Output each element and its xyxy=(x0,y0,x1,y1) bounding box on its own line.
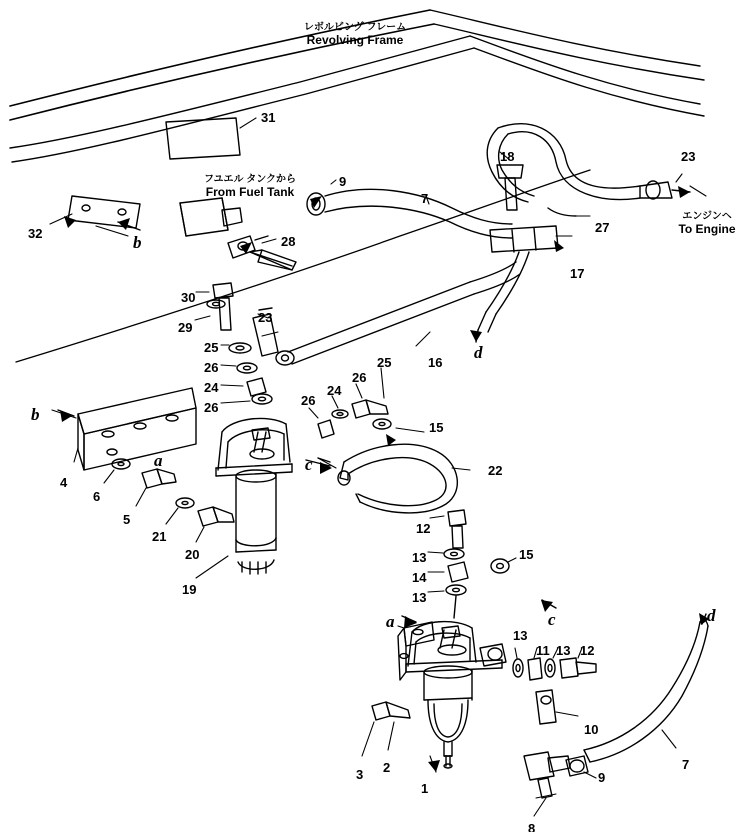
callout-number: 25 xyxy=(204,340,219,355)
callout-number: 5 xyxy=(123,512,131,527)
callout-number: 8 xyxy=(528,821,536,832)
callout-number: 14 xyxy=(412,570,427,585)
section-letter: c xyxy=(548,610,556,629)
callout-number: 31 xyxy=(261,110,276,125)
callout-number: 15 xyxy=(429,420,444,435)
callout-number: 7 xyxy=(421,191,429,206)
callout-number: 6 xyxy=(93,489,101,504)
caption-revolving-frame xyxy=(240,18,470,47)
callout-number: 17 xyxy=(570,266,585,281)
callout-number: 23 xyxy=(258,310,273,325)
callout-number: 7 xyxy=(682,757,690,772)
callout-number: 26 xyxy=(204,400,219,415)
caption-from-fuel-tank-en: From Fuel Tank xyxy=(205,185,295,199)
callout-number: 13 xyxy=(513,628,528,643)
callout-number: 4 xyxy=(60,475,68,490)
callout-number: 9 xyxy=(598,770,606,785)
callout-number: 1 xyxy=(421,781,429,796)
callout-number: 26 xyxy=(204,360,219,375)
section-letter: a xyxy=(386,612,395,631)
caption-from-fuel-tank xyxy=(185,170,315,199)
callout-number: 27 xyxy=(595,220,610,235)
caption-revolving-frame-jp: レボルビング フレーム xyxy=(303,22,407,33)
caption-to-engine xyxy=(676,207,738,236)
section-letter: d xyxy=(707,606,716,625)
callout-number: 13 xyxy=(412,590,427,605)
callout-number: 12 xyxy=(416,521,431,536)
section-letter: d xyxy=(474,343,483,362)
callout-number: 13 xyxy=(412,550,427,565)
callout-number: 29 xyxy=(178,320,193,335)
callout-number: 11 xyxy=(536,643,550,658)
section-letter: c xyxy=(305,455,313,474)
callout-number: 26 xyxy=(352,370,367,385)
callout-number: 3 xyxy=(356,767,364,782)
caption-to-engine-en: To Engine xyxy=(678,222,736,236)
caption-to-engine-jp: エンジンヘ xyxy=(682,211,732,222)
callout-number: 20 xyxy=(185,547,200,562)
callout-number: 13 xyxy=(556,643,571,658)
callout-number: 24 xyxy=(327,383,342,398)
callout-number: 19 xyxy=(182,582,197,597)
callout-number: 16 xyxy=(428,355,443,370)
callout-number: 25 xyxy=(377,355,392,370)
callout-number: 30 xyxy=(181,290,196,305)
callout-number: 10 xyxy=(584,722,599,737)
callout-number: 2 xyxy=(383,760,391,775)
callout-number: 22 xyxy=(488,463,503,478)
callout-number: 12 xyxy=(580,643,595,658)
section-letter: b xyxy=(31,405,40,424)
caption-from-fuel-tank-jp: フユエル タンクから xyxy=(203,174,297,185)
callout-number: 24 xyxy=(204,380,219,395)
section-letter: a xyxy=(154,451,163,470)
callout-number: 18 xyxy=(500,149,515,164)
callout-number: 21 xyxy=(152,529,167,544)
caption-revolving-frame-en: Revolving Frame xyxy=(306,33,404,47)
callout-number: 23 xyxy=(681,149,696,164)
callout-number: 26 xyxy=(301,393,316,408)
callout-number: 32 xyxy=(28,226,43,241)
section-letter: b xyxy=(133,233,142,252)
callout-number: 28 xyxy=(281,234,296,249)
callout-number: 9 xyxy=(339,174,347,189)
callout-number: 15 xyxy=(519,547,534,562)
